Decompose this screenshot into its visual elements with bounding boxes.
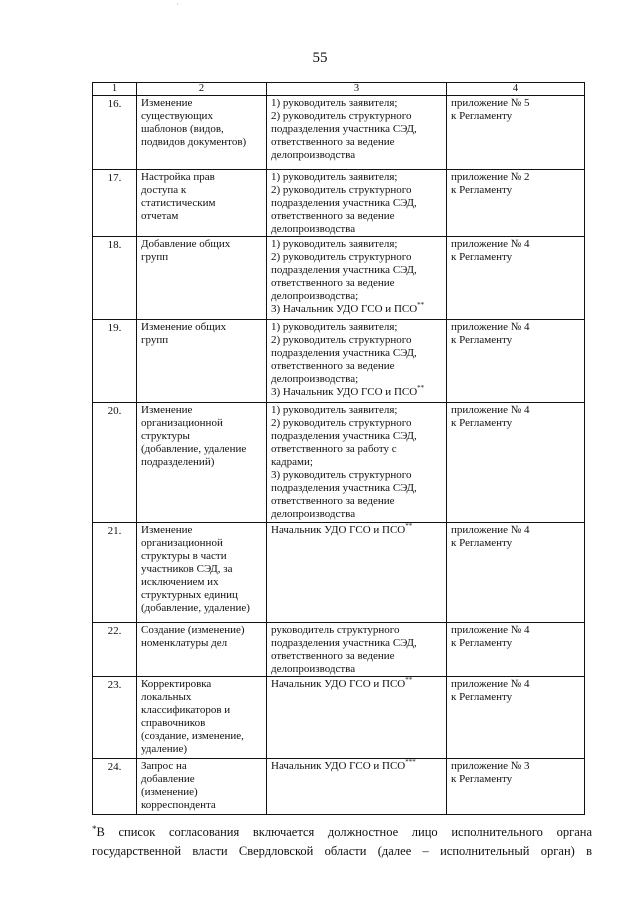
appendix-cell-line <box>451 637 580 650</box>
cell-text: приложение № 3 <box>451 760 530 772</box>
action-cell <box>137 677 267 759</box>
action-cell <box>137 759 267 815</box>
responsible-cell-line <box>271 430 442 443</box>
cell-text: организационной <box>141 417 223 429</box>
responsible-cell-line <box>271 110 442 123</box>
action-cell-line <box>141 210 262 223</box>
appendix-cell-line <box>451 97 580 110</box>
cell-text: делопроизводства; <box>271 373 359 385</box>
responsible-cell <box>267 623 447 677</box>
cell-text: делопроизводства <box>271 223 356 235</box>
action-cell-line <box>141 678 262 691</box>
cell-text: к Регламенту <box>451 251 513 263</box>
responsible-cell-line <box>271 760 442 773</box>
responsible-cell-line <box>271 210 442 223</box>
cell-text: 1) руководитель заявителя; <box>271 171 398 183</box>
cell-text: Изменение <box>141 404 193 416</box>
action-cell-line <box>141 773 262 786</box>
row-number-cell: 18. <box>93 237 137 320</box>
action-cell-line <box>141 730 262 743</box>
action-cell-line <box>141 321 262 334</box>
responsible-cell <box>267 237 447 320</box>
footnote-ref: ** <box>417 384 425 392</box>
responsible-cell-line <box>271 264 442 277</box>
table-row <box>93 677 585 759</box>
responsible-cell <box>267 96 447 170</box>
footnote <box>92 820 592 861</box>
responsible-cell-line <box>271 495 442 508</box>
cell-text: 3) Начальник УДО ГСО и ПСО <box>271 386 418 398</box>
cell-text: делопроизводства <box>271 149 356 161</box>
appendix-cell-line <box>451 334 580 347</box>
responsible-cell-line <box>271 404 442 417</box>
appendix-cell <box>447 523 585 623</box>
appendix-cell-line <box>451 417 580 430</box>
cell-text: структуры в части <box>141 550 227 562</box>
table-row <box>93 623 585 677</box>
footnote-ref: ** <box>405 522 413 530</box>
appendix-cell-line <box>451 624 580 637</box>
table-row <box>93 759 585 815</box>
action-cell <box>137 320 267 403</box>
cell-text: приложение № 5 <box>451 97 530 109</box>
action-cell-line <box>141 456 262 469</box>
regulation-table <box>92 82 585 815</box>
cell-text: 2) руководитель структурного <box>271 251 412 263</box>
row-number-cell: 16. <box>93 96 137 170</box>
responsible-cell-line <box>271 360 442 373</box>
cell-text: ответственного за работу с <box>271 443 397 455</box>
responsible-cell-line <box>271 184 442 197</box>
cell-text: Корректировка <box>141 678 212 690</box>
row-number-cell: 24. <box>93 759 137 815</box>
action-cell-line <box>141 704 262 717</box>
appendix-cell-line <box>451 773 580 786</box>
cell-text: статистическим <box>141 197 216 209</box>
action-cell-line <box>141 717 262 730</box>
row-number-cell: 19. <box>93 320 137 403</box>
cell-text: ответственного за ведение <box>271 136 395 148</box>
action-cell-line <box>141 417 262 430</box>
responsible-cell-line <box>271 417 442 430</box>
responsible-cell-line <box>271 456 442 469</box>
cell-text: участников СЭД, за <box>141 563 233 575</box>
appendix-cell-line <box>451 171 580 184</box>
row-number-cell: 22. <box>93 623 137 677</box>
cell-text: групп <box>141 251 169 263</box>
cell-text: ответственного за ведение <box>271 360 395 372</box>
cell-text: структурных единиц <box>141 589 238 601</box>
cell-text: делопроизводства; <box>271 290 359 302</box>
cell-text: к Регламенту <box>451 417 513 429</box>
cell-text: корреспондента <box>141 799 216 811</box>
action-cell-line <box>141 197 262 210</box>
appendix-cell <box>447 403 585 523</box>
row-number-cell: 17. <box>93 170 137 237</box>
cell-text: отчетам <box>141 210 179 222</box>
column-header: 3 <box>267 83 447 96</box>
appendix-cell-line <box>451 110 580 123</box>
responsible-cell-line <box>271 149 442 162</box>
cell-text: делопроизводства <box>271 663 356 675</box>
responsible-cell-line <box>271 238 442 251</box>
cell-text: Начальник УДО ГСО и ПСО <box>271 760 406 772</box>
appendix-cell-line <box>451 251 580 264</box>
footnote-line-2: государственной власти Свердловской области (далее – исполнительный орган) в <box>92 844 592 858</box>
cell-text: добавление <box>141 773 195 785</box>
cell-text: (добавление, удаление <box>141 443 247 455</box>
action-cell <box>137 523 267 623</box>
responsible-cell-line <box>271 650 442 663</box>
cell-text: Добавление общих <box>141 238 231 250</box>
action-cell-line <box>141 110 262 123</box>
table-row <box>93 237 585 320</box>
cell-text: 1) руководитель заявителя; <box>271 97 398 109</box>
appendix-cell-line <box>451 524 580 537</box>
cell-text: приложение № 4 <box>451 678 530 690</box>
cell-text: Изменение общих <box>141 321 227 333</box>
cell-text: подразделений) <box>141 456 215 468</box>
responsible-cell-line <box>271 303 442 316</box>
responsible-cell-line <box>271 637 442 650</box>
scan-mark: · <box>176 0 179 9</box>
cell-text: к Регламенту <box>451 537 513 549</box>
cell-text: Начальник УДО ГСО и ПСО <box>271 524 406 536</box>
responsible-cell-line <box>271 524 442 537</box>
cell-text: подразделения участника СЭД, <box>271 123 417 135</box>
responsible-cell <box>267 523 447 623</box>
cell-text: Изменение <box>141 524 193 536</box>
cell-text: 1) руководитель заявителя; <box>271 404 398 416</box>
cell-text: структуры <box>141 430 190 442</box>
appendix-cell <box>447 623 585 677</box>
cell-text: доступа к <box>141 184 187 196</box>
action-cell-line <box>141 550 262 563</box>
table-row <box>93 170 585 237</box>
action-cell-line <box>141 238 262 251</box>
cell-text: руководитель структурного <box>271 624 400 636</box>
appendix-cell-line <box>451 691 580 704</box>
cell-text: приложение № 4 <box>451 624 530 636</box>
responsible-cell-line <box>271 508 442 521</box>
action-cell-line <box>141 743 262 756</box>
action-cell-line <box>141 136 262 149</box>
cell-text: шаблонов (видов, <box>141 123 224 135</box>
action-cell-line <box>141 624 262 637</box>
cell-text: 2) руководитель структурного <box>271 334 412 346</box>
cell-text: ответственного за ведение <box>271 495 395 507</box>
action-cell-line <box>141 251 262 264</box>
responsible-cell-line <box>271 123 442 136</box>
cell-text: подразделения участника СЭД, <box>271 197 417 209</box>
cell-text: 2) руководитель структурного <box>271 110 412 122</box>
cell-text: (изменение) <box>141 786 198 798</box>
row-number-cell: 21. <box>93 523 137 623</box>
cell-text: 1) руководитель заявителя; <box>271 321 398 333</box>
appendix-cell <box>447 237 585 320</box>
footnote-mark: * <box>92 824 97 834</box>
responsible-cell-line <box>271 277 442 290</box>
page-number: 55 <box>312 50 328 66</box>
appendix-cell <box>447 320 585 403</box>
cell-text: 2) руководитель структурного <box>271 417 412 429</box>
cell-text: (создание, изменение, <box>141 730 244 742</box>
responsible-cell-line <box>271 136 442 149</box>
responsible-cell-line <box>271 223 442 236</box>
responsible-cell-line <box>271 443 442 456</box>
cell-text: Настройка прав <box>141 171 215 183</box>
cell-text: локальных <box>141 691 192 703</box>
column-header: 2 <box>137 83 267 96</box>
action-cell-line <box>141 334 262 347</box>
cell-text: ответственного за ведение <box>271 210 395 222</box>
responsible-cell-line <box>271 251 442 264</box>
cell-text: 3) Начальник УДО ГСО и ПСО <box>271 303 418 315</box>
cell-text: подвидов документов) <box>141 136 247 148</box>
appendix-cell-line <box>451 760 580 773</box>
cell-text: исключением их <box>141 576 219 588</box>
responsible-cell-line <box>271 97 442 110</box>
row-number-cell: 23. <box>93 677 137 759</box>
cell-text: Запрос на <box>141 760 187 772</box>
action-cell-line <box>141 589 262 602</box>
cell-text: подразделения участника СЭД, <box>271 482 417 494</box>
action-cell-line <box>141 760 262 773</box>
responsible-cell-line <box>271 678 442 691</box>
responsible-cell <box>267 403 447 523</box>
action-cell-line <box>141 563 262 576</box>
cell-text: 1) руководитель заявителя; <box>271 238 398 250</box>
appendix-cell-line <box>451 404 580 417</box>
action-cell-line <box>141 430 262 443</box>
table-row <box>93 523 585 623</box>
cell-text: групп <box>141 334 169 346</box>
cell-text: существующих <box>141 110 213 122</box>
action-cell <box>137 96 267 170</box>
action-cell-line <box>141 576 262 589</box>
action-cell-line <box>141 537 262 550</box>
cell-text: подразделения участника СЭД, <box>271 264 417 276</box>
appendix-cell <box>447 96 585 170</box>
cell-text: к Регламенту <box>451 773 513 785</box>
cell-text: приложение № 2 <box>451 171 530 183</box>
responsible-cell-line <box>271 482 442 495</box>
footnote-line-1: В список согласования включается должностное лицо исполнительного органа <box>96 825 592 839</box>
responsible-cell-line <box>271 334 442 347</box>
cell-text: приложение № 4 <box>451 321 530 333</box>
cell-text: приложение № 4 <box>451 524 530 536</box>
responsible-cell-line <box>271 171 442 184</box>
responsible-cell <box>267 759 447 815</box>
responsible-cell-line <box>271 347 442 360</box>
appendix-cell <box>447 759 585 815</box>
action-cell-line <box>141 171 262 184</box>
appendix-cell-line <box>451 321 580 334</box>
responsible-cell-line <box>271 386 442 399</box>
cell-text: классификаторов и <box>141 704 231 716</box>
responsible-cell-line <box>271 469 442 482</box>
cell-text: приложение № 4 <box>451 238 530 250</box>
action-cell-line <box>141 786 262 799</box>
table-row <box>93 320 585 403</box>
action-cell-line <box>141 404 262 417</box>
cell-text: (добавление, удаление) <box>141 602 250 614</box>
appendix-cell-line <box>451 537 580 550</box>
action-cell-line <box>141 524 262 537</box>
column-header: 4 <box>447 83 585 96</box>
column-header: 1 <box>93 83 137 96</box>
responsible-cell <box>267 320 447 403</box>
responsible-cell-line <box>271 321 442 334</box>
cell-text: ответственного за ведение <box>271 277 395 289</box>
cell-text: Изменение <box>141 97 193 109</box>
cell-text: подразделения участника СЭД, <box>271 430 417 442</box>
cell-text: к Регламенту <box>451 334 513 346</box>
action-cell-line <box>141 637 262 650</box>
cell-text: подразделения участника СЭД, <box>271 347 417 359</box>
appendix-cell <box>447 677 585 759</box>
cell-text: делопроизводства <box>271 508 356 520</box>
action-cell <box>137 170 267 237</box>
responsible-cell <box>267 677 447 759</box>
responsible-cell-line <box>271 197 442 210</box>
cell-text: ответственного за ведение <box>271 650 395 662</box>
action-cell <box>137 237 267 320</box>
cell-text: подразделения участника СЭД, <box>271 637 417 649</box>
table-header-row <box>93 83 585 96</box>
action-cell-line <box>141 443 262 456</box>
appendix-cell-line <box>451 238 580 251</box>
cell-text: к Регламенту <box>451 691 513 703</box>
cell-text: 3) руководитель структурного <box>271 469 412 481</box>
action-cell-line <box>141 602 262 615</box>
footnote-ref: *** <box>405 758 416 766</box>
cell-text: номенклатуры дел <box>141 637 228 649</box>
action-cell-line <box>141 799 262 812</box>
appendix-cell-line <box>451 184 580 197</box>
action-cell-line <box>141 123 262 136</box>
footnote-ref: ** <box>405 676 413 684</box>
table-row <box>93 403 585 523</box>
action-cell-line <box>141 184 262 197</box>
row-number-cell: 20. <box>93 403 137 523</box>
cell-text: удаление) <box>141 743 188 755</box>
action-cell-line <box>141 97 262 110</box>
footnote-ref: ** <box>417 301 425 309</box>
responsible-cell-line <box>271 624 442 637</box>
cell-text: справочников <box>141 717 206 729</box>
cell-text: кадрами; <box>271 456 313 468</box>
appendix-cell-line <box>451 678 580 691</box>
cell-text: организационной <box>141 537 223 549</box>
action-cell <box>137 623 267 677</box>
responsible-cell <box>267 170 447 237</box>
cell-text: к Регламенту <box>451 637 513 649</box>
action-cell-line <box>141 691 262 704</box>
responsible-cell-line <box>271 663 442 676</box>
cell-text: 2) руководитель структурного <box>271 184 412 196</box>
appendix-cell <box>447 170 585 237</box>
cell-text: Создание (изменение) <box>141 624 245 636</box>
cell-text: приложение № 4 <box>451 404 530 416</box>
table-row <box>93 96 585 170</box>
cell-text: к Регламенту <box>451 110 513 122</box>
cell-text: Начальник УДО ГСО и ПСО <box>271 678 406 690</box>
cell-text: к Регламенту <box>451 184 513 196</box>
action-cell <box>137 403 267 523</box>
